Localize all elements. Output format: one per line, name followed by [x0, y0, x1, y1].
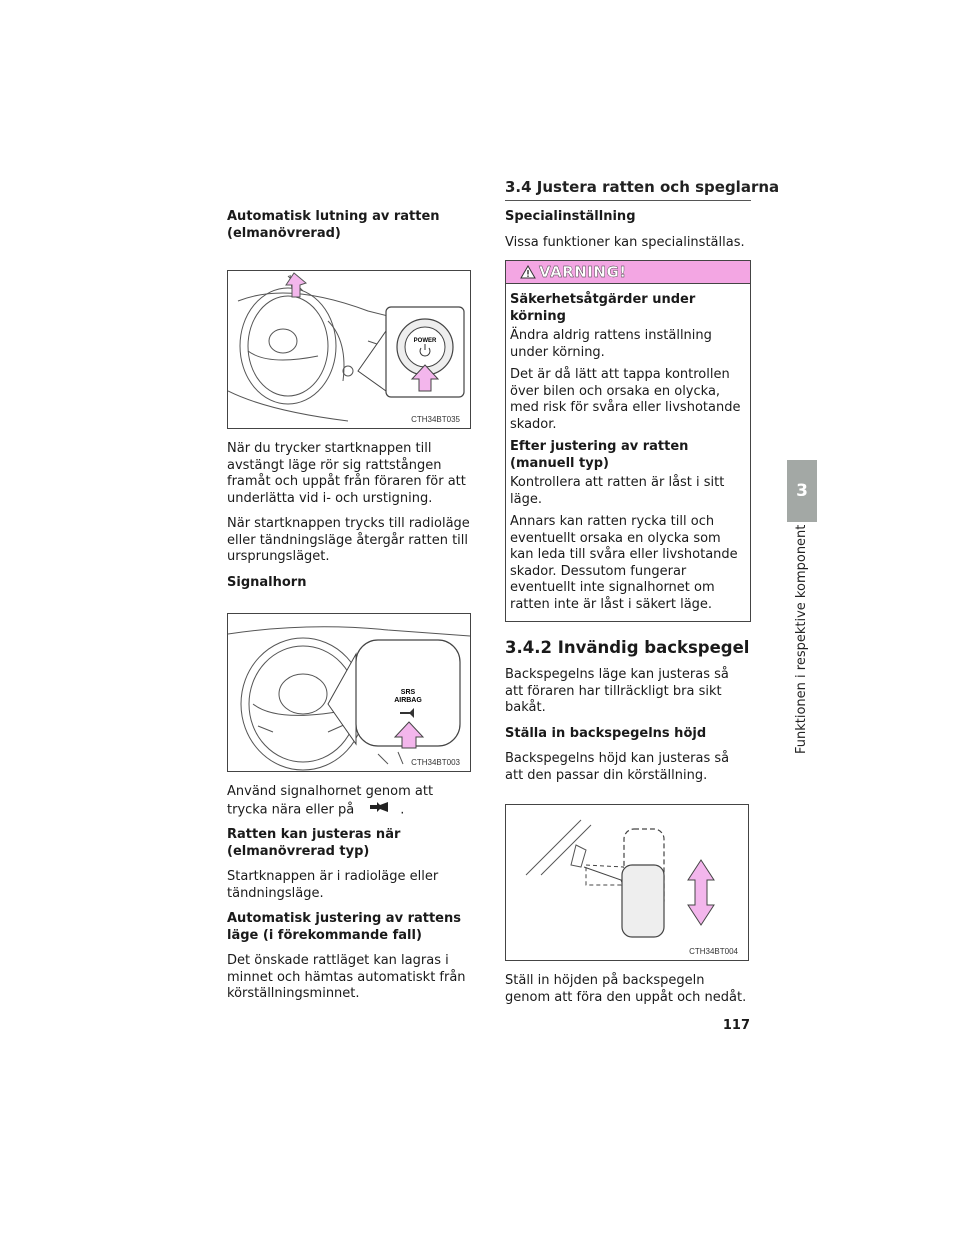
warning-subheading: Efter justering av ratten (manuell typ) — [510, 439, 689, 471]
heading-auto-adjust: Automatisk justering av rattens läge (i förekommande fall) — [227, 911, 461, 943]
heading-auto-tilt: Automatisk lutning av ratten (elmanövrerad) — [227, 209, 440, 241]
heading-mirror-height: Ställa in backspegelns höjd — [505, 725, 707, 741]
warning-text: Det är då lätt att tappa kontrollen över bilen och orsaka en olycka, med risk för svåra eller livshotande skador. — [510, 367, 741, 432]
warning-text: Annars kan ratten rycka till och eventuellt orsaka en olycka som kan leda till svåra eller livshotande skador. Dessutom fungerar eventuellt inte signalhornet om ratten inte är låst i säkert läge. — [510, 514, 738, 612]
paragraph: Backspegelns läge kan justeras så att föraren har tillräckligt bra sikt bakåt. — [505, 667, 729, 715]
page-number: 117 — [722, 1018, 750, 1033]
paragraph: När du trycker startknappen till avstängt läge rör sig rattstången framåt och uppåt från föraren för att underlätta vid i- och urstigning. — [227, 441, 466, 506]
figure-code: CTH34BT035 — [411, 415, 460, 424]
figure-horn — [227, 613, 471, 772]
airbag-label: AIRBAG — [394, 697, 422, 704]
header-rule — [505, 200, 751, 201]
warning-title: VARNING! — [539, 263, 627, 281]
steering-power-illustration — [228, 271, 470, 428]
paragraph-text: Använd signalhornet genom att trycka nära eller på — [227, 784, 434, 817]
figure-mirror — [505, 804, 749, 961]
figure-power-button — [227, 270, 471, 429]
figure-code: CTH34BT004 — [689, 947, 738, 956]
paragraph-text: . — [400, 801, 405, 817]
chapter-tab — [787, 460, 817, 522]
paragraph: Backspegelns höjd kan justeras så att den passar din körställning. — [505, 751, 730, 783]
chapter-side-label — [787, 524, 817, 754]
warning-text: Ändra aldrig rattens inställning under körning. — [510, 328, 712, 360]
paragraph-horn-use — [227, 784, 473, 818]
warning-triangle-icon — [520, 265, 536, 279]
warning-header — [506, 261, 750, 284]
chapter-label: Funktionen i respektive komponent — [794, 524, 809, 754]
srs-label: SRS — [400, 689, 416, 696]
paragraph: När startknappen trycks till radioläge eller tändningsläge återgår ratten till ursprungsläget. — [227, 516, 470, 564]
paragraph: Startknappen är i radioläge eller tändningsläge. — [227, 869, 439, 901]
heading-adjustable-when: Ratten kan justeras när (elmanövrerad typ) — [227, 827, 401, 859]
chapter-number: 3 — [796, 481, 808, 501]
warning-box — [505, 260, 751, 622]
warning-text: Kontrollera att ratten är låst i sitt läge. — [510, 475, 725, 507]
horn-icon — [368, 801, 390, 819]
steering-horn-illustration — [228, 614, 470, 771]
heading-horn: Signalhorn — [227, 574, 307, 590]
heading-special: Specialinställning — [505, 209, 636, 224]
paragraph: Det önskade rattläget kan lagras i minnet och hämtas automatiskt från körställningsminnet. — [227, 953, 466, 1002]
warning-subheading: Säkerhetsåtgärder under körning — [510, 292, 696, 324]
right-column — [505, 209, 751, 1015]
paragraph: Ställ in höjden på backspegeln genom att föra den uppåt och nedåt. — [505, 973, 747, 1005]
figure-code: CTH34BT003 — [411, 758, 460, 767]
warning-body — [506, 284, 750, 621]
mirror-illustration — [506, 805, 748, 960]
section-title: 3.4.2 Invändig backspegel — [505, 638, 750, 657]
paragraph: Vissa funktioner kan specialinställas. — [505, 234, 745, 250]
left-column — [227, 209, 473, 1012]
running-header: 3.4 Justera ratten och speglarna — [505, 178, 780, 196]
power-label: POWER — [413, 338, 437, 344]
